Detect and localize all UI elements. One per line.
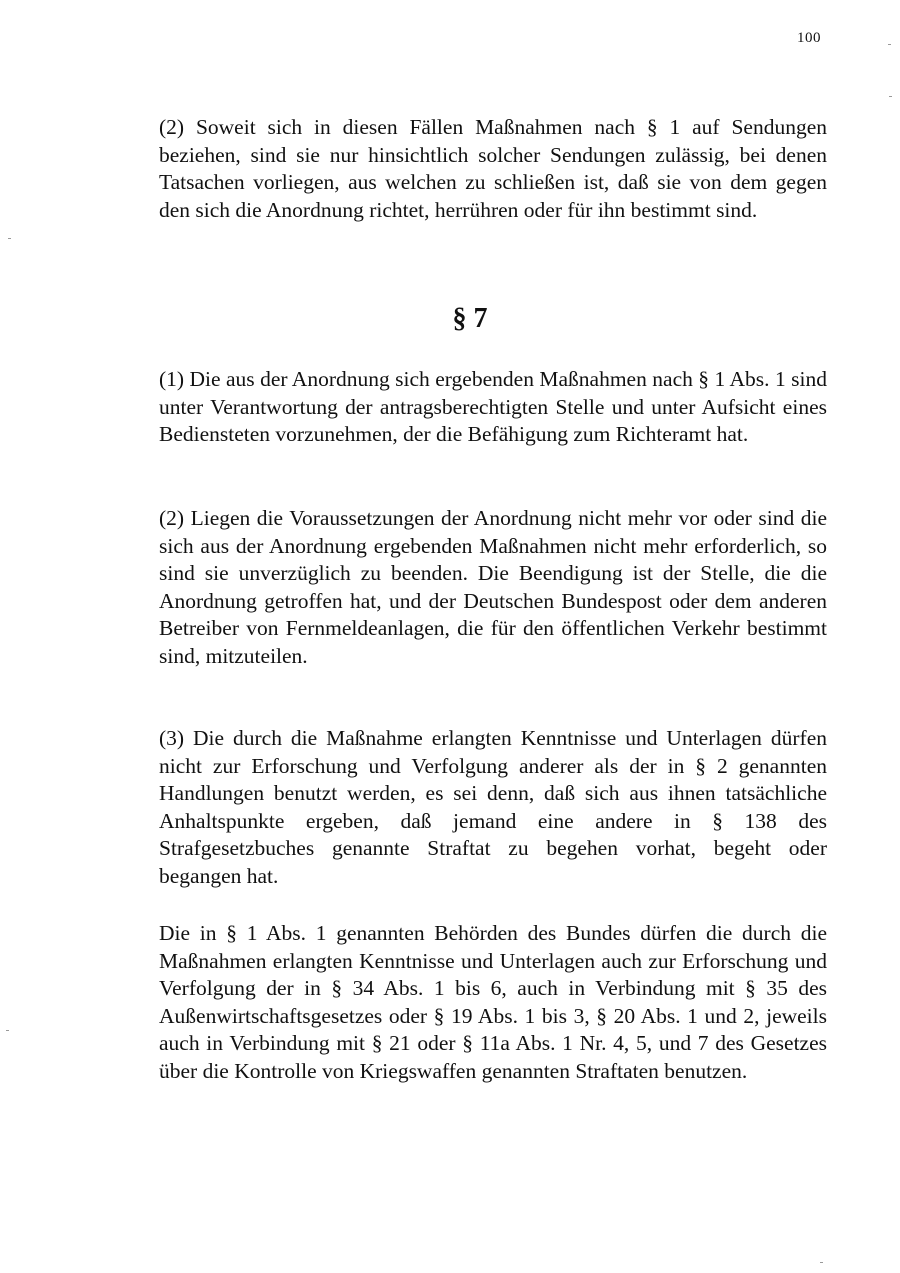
scan-speck bbox=[889, 96, 892, 97]
section-heading: § 7 bbox=[452, 303, 488, 334]
scan-speck bbox=[820, 1262, 823, 1263]
paragraph-7-2: (2) Liegen die Voraussetzungen der Anordnung nicht mehr vor oder sind die sich aus der Anordnung ergebenden Maßnahmen nicht mehr erforderlich, so sind sie unverzüglich zu beenden. Die Beendigung ist der Stelle, die die Anordnung getroffen hat, und der Deutschen Bundespost oder dem anderen Betreiber von Fernmeldeanlagen, die für den öffentlichen Verkehr bestimmt sind, mitzuteilen. bbox=[159, 506, 827, 668]
paragraph-7-4: Die in § 1 Abs. 1 genannten Behörden des Bundes dürfen die durch die Maßnahmen erlangten Kenntnisse und Unterlagen auch zur Erforschung und Verfolgung der in § 34 Abs. 1 bis 6, auch in Verbindung mit § 35 des Außenwirtschaftsgesetzes oder § 19 Abs. 1 bis 3, § 20 Abs. 1 und 2, jeweils auch in Verbindung mit § 21 oder § 11a Abs. 1 Nr. 4, 5, und 7 des Gesetzes über die Kontrolle von Kriegswaffen genannten Straftaten benutzen. bbox=[159, 921, 827, 1083]
paragraph-7-3: (3) Die durch die Maßnahme erlangten Kenntnisse und Unterlagen dürfen nicht zur Erforschung und Verfolgung anderer als der in § 2 genannten Handlungen benutzt werden, es sei denn, daß sich aus ihnen tatsächliche Anhaltspunkte ergeben, daß jemand eine andere in § 138 des Strafgesetzbuches genannte Straftat zu begehen vorhat, begeht oder begangen hat. bbox=[159, 726, 827, 888]
scan-speck bbox=[6, 1030, 9, 1031]
page-number: 100 bbox=[797, 30, 821, 46]
paragraph-7-1: (1) Die aus der Anordnung sich ergebenden Maßnahmen nach § 1 Abs. 1 sind unter Verantwortung der antragsberechtigten Stelle und unter Aufsicht eines Bediensteten vorzunehmen, der die Befähigung zum Richteramt hat. bbox=[159, 367, 827, 446]
paragraph-6-2: (2) Soweit sich in diesen Fällen Maßnahmen nach § 1 auf Sendungen beziehen, sind sie nur hinsichtlich solcher Sendungen zulässig, bei denen Tatsachen vorliegen, aus welchen zu schließen ist, daß sie von dem gegen den sich die Anordnung richtet, herrühren oder für ihn bestimmt sind. bbox=[159, 115, 827, 222]
scan-speck bbox=[8, 238, 11, 239]
scan-speck bbox=[888, 44, 891, 45]
